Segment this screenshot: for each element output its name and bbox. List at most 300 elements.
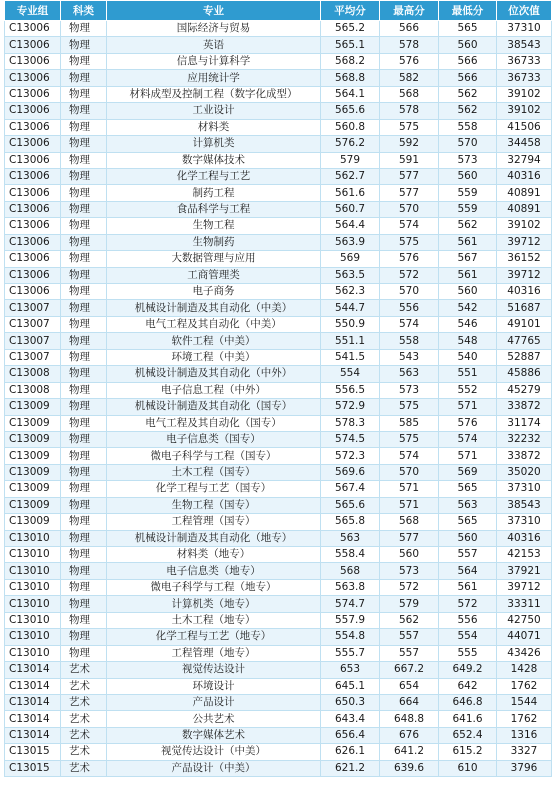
major-cell: 机械设计制造及其自动化（中外） xyxy=(107,366,321,382)
average-score-cell: 541.5 xyxy=(321,349,380,365)
max-score-cell: 676 xyxy=(380,727,439,743)
max-score-cell: 566 xyxy=(380,21,439,37)
rank-cell: 40891 xyxy=(497,185,552,201)
table-row xyxy=(5,53,552,69)
header-min-score: 最低分 xyxy=(439,1,497,21)
max-score-cell: 574 xyxy=(380,316,439,332)
min-score-cell: 574 xyxy=(439,431,497,447)
group-cell: C13009 xyxy=(5,415,61,431)
major-cell: 化学工程与工艺 xyxy=(107,168,321,184)
table-row xyxy=(5,448,552,464)
max-score-cell: 562 xyxy=(380,612,439,628)
group-cell: C13010 xyxy=(5,629,61,645)
subject-cell: 物理 xyxy=(61,300,107,316)
max-score-cell: 585 xyxy=(380,415,439,431)
rank-cell: 33872 xyxy=(497,399,552,415)
major-cell: 工程管理（国专） xyxy=(107,514,321,530)
average-score-cell: 557.9 xyxy=(321,612,380,628)
min-score-cell: 562 xyxy=(439,86,497,102)
subject-cell: 物理 xyxy=(61,415,107,431)
table-row xyxy=(5,152,552,168)
table-row xyxy=(5,284,552,300)
major-cell: 英语 xyxy=(107,37,321,53)
rank-cell: 47765 xyxy=(497,333,552,349)
average-score-cell: 563.9 xyxy=(321,234,380,250)
group-cell: C13007 xyxy=(5,316,61,332)
subject-cell: 物理 xyxy=(61,267,107,283)
rank-cell: 39712 xyxy=(497,267,552,283)
major-cell: 电子信息类（国专） xyxy=(107,431,321,447)
max-score-cell: 543 xyxy=(380,349,439,365)
average-score-cell: 574.7 xyxy=(321,596,380,612)
max-score-cell: 558 xyxy=(380,333,439,349)
average-score-cell: 565.8 xyxy=(321,514,380,530)
rank-cell: 40891 xyxy=(497,201,552,217)
average-score-cell: 561.6 xyxy=(321,185,380,201)
subject-cell: 物理 xyxy=(61,547,107,563)
rank-cell: 3796 xyxy=(497,760,552,776)
max-score-cell: 574 xyxy=(380,448,439,464)
max-score-cell: 568 xyxy=(380,86,439,102)
subject-cell: 物理 xyxy=(61,645,107,661)
average-score-cell: 563.5 xyxy=(321,267,380,283)
min-score-cell: 571 xyxy=(439,448,497,464)
major-cell: 材料成型及控制工程（数字化成型） xyxy=(107,86,321,102)
average-score-cell: 572.9 xyxy=(321,399,380,415)
table-row xyxy=(5,563,552,579)
subject-cell: 物理 xyxy=(61,382,107,398)
average-score-cell: 568.8 xyxy=(321,70,380,86)
group-cell: C13006 xyxy=(5,21,61,37)
min-score-cell: 561 xyxy=(439,267,497,283)
average-score-cell: 567.4 xyxy=(321,481,380,497)
max-score-cell: 575 xyxy=(380,399,439,415)
max-score-cell: 575 xyxy=(380,234,439,250)
rank-cell: 49101 xyxy=(497,316,552,332)
major-cell: 视觉传达设计（中美） xyxy=(107,744,321,760)
header-max-score: 最高分 xyxy=(380,1,439,21)
major-cell: 生物工程（国专） xyxy=(107,497,321,513)
major-cell: 机械设计制造及其自动化（中美） xyxy=(107,300,321,316)
rank-cell: 37921 xyxy=(497,563,552,579)
rank-cell: 45886 xyxy=(497,366,552,382)
max-score-cell: 578 xyxy=(380,103,439,119)
max-score-cell: 591 xyxy=(380,152,439,168)
rank-cell: 39102 xyxy=(497,218,552,234)
subject-cell: 物理 xyxy=(61,481,107,497)
rank-cell: 3327 xyxy=(497,744,552,760)
major-cell: 土木工程（国专） xyxy=(107,464,321,480)
major-cell: 制药工程 xyxy=(107,185,321,201)
rank-cell: 40316 xyxy=(497,284,552,300)
average-score-cell: 563 xyxy=(321,530,380,546)
max-score-cell: 572 xyxy=(380,267,439,283)
table-row xyxy=(5,744,552,760)
rank-cell: 1762 xyxy=(497,711,552,727)
group-cell: C13006 xyxy=(5,168,61,184)
group-cell: C13006 xyxy=(5,70,61,86)
group-cell: C13009 xyxy=(5,448,61,464)
min-score-cell: 561 xyxy=(439,579,497,595)
min-score-cell: 610 xyxy=(439,760,497,776)
average-score-cell: 572.3 xyxy=(321,448,380,464)
table-row xyxy=(5,530,552,546)
subject-cell: 艺术 xyxy=(61,760,107,776)
subject-cell: 物理 xyxy=(61,185,107,201)
major-cell: 电气工程及其自动化（中美） xyxy=(107,316,321,332)
average-score-cell: 556.5 xyxy=(321,382,380,398)
subject-cell: 物理 xyxy=(61,399,107,415)
min-score-cell: 569 xyxy=(439,464,497,480)
rank-cell: 37310 xyxy=(497,481,552,497)
min-score-cell: 560 xyxy=(439,168,497,184)
group-cell: C13006 xyxy=(5,152,61,168)
min-score-cell: 554 xyxy=(439,629,497,645)
major-cell: 环境工程（中美） xyxy=(107,349,321,365)
group-cell: C13006 xyxy=(5,251,61,267)
min-score-cell: 566 xyxy=(439,70,497,86)
major-cell: 视觉传达设计 xyxy=(107,662,321,678)
average-score-cell: 653 xyxy=(321,662,380,678)
min-score-cell: 567 xyxy=(439,251,497,267)
rank-cell: 1316 xyxy=(497,727,552,743)
table-row xyxy=(5,596,552,612)
table-row xyxy=(5,760,552,776)
major-cell: 计算机类（地专） xyxy=(107,596,321,612)
average-score-cell: 564.1 xyxy=(321,86,380,102)
rank-cell: 36733 xyxy=(497,70,552,86)
major-cell: 国际经济与贸易 xyxy=(107,21,321,37)
rank-cell: 39712 xyxy=(497,234,552,250)
table-row xyxy=(5,70,552,86)
group-cell: C13006 xyxy=(5,37,61,53)
major-cell: 工业设计 xyxy=(107,103,321,119)
major-cell: 大数据管理与应用 xyxy=(107,251,321,267)
table-row xyxy=(5,333,552,349)
group-cell: C13007 xyxy=(5,300,61,316)
min-score-cell: 565 xyxy=(439,514,497,530)
subject-cell: 物理 xyxy=(61,136,107,152)
max-score-cell: 570 xyxy=(380,464,439,480)
subject-cell: 物理 xyxy=(61,152,107,168)
table-row xyxy=(5,579,552,595)
table-row xyxy=(5,514,552,530)
subject-cell: 物理 xyxy=(61,629,107,645)
min-score-cell: 571 xyxy=(439,399,497,415)
min-score-cell: 646.8 xyxy=(439,694,497,710)
group-cell: C13014 xyxy=(5,678,61,694)
average-score-cell: 554.8 xyxy=(321,629,380,645)
subject-cell: 物理 xyxy=(61,514,107,530)
min-score-cell: 556 xyxy=(439,612,497,628)
min-score-cell: 615.2 xyxy=(439,744,497,760)
group-cell: C13015 xyxy=(5,744,61,760)
major-cell: 食品科学与工程 xyxy=(107,201,321,217)
max-score-cell: 556 xyxy=(380,300,439,316)
table-row xyxy=(5,103,552,119)
average-score-cell: 650.3 xyxy=(321,694,380,710)
table-row xyxy=(5,645,552,661)
max-score-cell: 557 xyxy=(380,645,439,661)
rank-cell: 41506 xyxy=(497,119,552,135)
group-cell: C13006 xyxy=(5,201,61,217)
rank-cell: 39102 xyxy=(497,103,552,119)
major-cell: 电子信息工程（中外） xyxy=(107,382,321,398)
major-cell: 机械设计制造及其自动化（国专） xyxy=(107,399,321,415)
average-score-cell: 568.2 xyxy=(321,53,380,69)
subject-cell: 物理 xyxy=(61,218,107,234)
subject-cell: 物理 xyxy=(61,168,107,184)
average-score-cell: 564.4 xyxy=(321,218,380,234)
table-row xyxy=(5,612,552,628)
average-score-cell: 569 xyxy=(321,251,380,267)
rank-cell: 1544 xyxy=(497,694,552,710)
table-row xyxy=(5,711,552,727)
header-rank: 位次值 xyxy=(497,1,552,21)
table-row xyxy=(5,497,552,513)
min-score-cell: 555 xyxy=(439,645,497,661)
min-score-cell: 540 xyxy=(439,349,497,365)
subject-cell: 艺术 xyxy=(61,678,107,694)
table-row xyxy=(5,547,552,563)
major-cell: 软件工程（中美） xyxy=(107,333,321,349)
max-score-cell: 560 xyxy=(380,547,439,563)
group-cell: C13014 xyxy=(5,662,61,678)
table-row xyxy=(5,136,552,152)
major-cell: 生物工程 xyxy=(107,218,321,234)
major-cell: 微电子科学与工程（地专） xyxy=(107,579,321,595)
average-score-cell: 656.4 xyxy=(321,727,380,743)
rank-cell: 51687 xyxy=(497,300,552,316)
subject-cell: 物理 xyxy=(61,333,107,349)
average-score-cell: 555.7 xyxy=(321,645,380,661)
major-cell: 化学工程与工艺（地专） xyxy=(107,629,321,645)
min-score-cell: 560 xyxy=(439,37,497,53)
max-score-cell: 582 xyxy=(380,70,439,86)
header-row xyxy=(5,1,552,21)
min-score-cell: 642 xyxy=(439,678,497,694)
rank-cell: 42153 xyxy=(497,547,552,563)
rank-cell: 32794 xyxy=(497,152,552,168)
group-cell: C13010 xyxy=(5,547,61,563)
rank-cell: 1762 xyxy=(497,678,552,694)
subject-cell: 物理 xyxy=(61,251,107,267)
group-cell: C13010 xyxy=(5,612,61,628)
max-score-cell: 577 xyxy=(380,185,439,201)
table-row xyxy=(5,316,552,332)
group-cell: C13010 xyxy=(5,645,61,661)
max-score-cell: 578 xyxy=(380,37,439,53)
min-score-cell: 563 xyxy=(439,497,497,513)
max-score-cell: 654 xyxy=(380,678,439,694)
min-score-cell: 572 xyxy=(439,596,497,612)
admission-scores-table-container xyxy=(4,0,551,777)
max-score-cell: 576 xyxy=(380,53,439,69)
max-score-cell: 571 xyxy=(380,497,439,513)
table-row xyxy=(5,481,552,497)
average-score-cell: 563.8 xyxy=(321,579,380,595)
table-row xyxy=(5,37,552,53)
table-row xyxy=(5,300,552,316)
group-cell: C13007 xyxy=(5,349,61,365)
subject-cell: 物理 xyxy=(61,201,107,217)
max-score-cell: 575 xyxy=(380,431,439,447)
subject-cell: 物理 xyxy=(61,119,107,135)
group-cell: C13006 xyxy=(5,267,61,283)
subject-cell: 物理 xyxy=(61,448,107,464)
rank-cell: 43426 xyxy=(497,645,552,661)
average-score-cell: 565.6 xyxy=(321,103,380,119)
average-score-cell: 554 xyxy=(321,366,380,382)
major-cell: 机械设计制造及其自动化（地专） xyxy=(107,530,321,546)
major-cell: 应用统计学 xyxy=(107,70,321,86)
subject-cell: 物理 xyxy=(61,366,107,382)
min-score-cell: 565 xyxy=(439,21,497,37)
table-row xyxy=(5,218,552,234)
group-cell: C13014 xyxy=(5,694,61,710)
major-cell: 信息与计算科学 xyxy=(107,53,321,69)
major-cell: 数字媒体技术 xyxy=(107,152,321,168)
table-row xyxy=(5,629,552,645)
max-score-cell: 570 xyxy=(380,284,439,300)
rank-cell: 42750 xyxy=(497,612,552,628)
group-cell: C13015 xyxy=(5,760,61,776)
max-score-cell: 648.8 xyxy=(380,711,439,727)
table-row xyxy=(5,382,552,398)
subject-cell: 艺术 xyxy=(61,662,107,678)
group-cell: C13014 xyxy=(5,711,61,727)
min-score-cell: 649.2 xyxy=(439,662,497,678)
average-score-cell: 565.6 xyxy=(321,497,380,513)
average-score-cell: 544.7 xyxy=(321,300,380,316)
min-score-cell: 557 xyxy=(439,547,497,563)
group-cell: C13006 xyxy=(5,234,61,250)
min-score-cell: 551 xyxy=(439,366,497,382)
major-cell: 产品设计 xyxy=(107,694,321,710)
rank-cell: 36152 xyxy=(497,251,552,267)
major-cell: 电子信息类（地专） xyxy=(107,563,321,579)
group-cell: C13009 xyxy=(5,399,61,415)
subject-cell: 物理 xyxy=(61,464,107,480)
min-score-cell: 552 xyxy=(439,382,497,398)
major-cell: 环境设计 xyxy=(107,678,321,694)
subject-cell: 物理 xyxy=(61,234,107,250)
min-score-cell: 564 xyxy=(439,563,497,579)
subject-cell: 物理 xyxy=(61,70,107,86)
rank-cell: 33872 xyxy=(497,448,552,464)
group-cell: C13006 xyxy=(5,103,61,119)
group-cell: C13007 xyxy=(5,333,61,349)
table-row xyxy=(5,168,552,184)
rank-cell: 38543 xyxy=(497,497,552,513)
rank-cell: 44071 xyxy=(497,629,552,645)
rank-cell: 40316 xyxy=(497,168,552,184)
max-score-cell: 639.6 xyxy=(380,760,439,776)
major-cell: 电子商务 xyxy=(107,284,321,300)
average-score-cell: 626.1 xyxy=(321,744,380,760)
rank-cell: 36733 xyxy=(497,53,552,69)
subject-cell: 物理 xyxy=(61,596,107,612)
major-cell: 工商管理类 xyxy=(107,267,321,283)
subject-cell: 物理 xyxy=(61,431,107,447)
table-row xyxy=(5,415,552,431)
group-cell: C13009 xyxy=(5,497,61,513)
rank-cell: 37310 xyxy=(497,21,552,37)
table-row xyxy=(5,21,552,37)
average-score-cell: 560.8 xyxy=(321,119,380,135)
max-score-cell: 574 xyxy=(380,218,439,234)
table-row xyxy=(5,678,552,694)
table-row xyxy=(5,662,552,678)
group-cell: C13009 xyxy=(5,514,61,530)
table-row xyxy=(5,349,552,365)
min-score-cell: 641.6 xyxy=(439,711,497,727)
average-score-cell: 621.2 xyxy=(321,760,380,776)
min-score-cell: 576 xyxy=(439,415,497,431)
subject-cell: 物理 xyxy=(61,284,107,300)
rank-cell: 39102 xyxy=(497,86,552,102)
max-score-cell: 576 xyxy=(380,251,439,267)
subject-cell: 物理 xyxy=(61,316,107,332)
subject-cell: 物理 xyxy=(61,349,107,365)
subject-cell: 物理 xyxy=(61,37,107,53)
table-row xyxy=(5,431,552,447)
max-score-cell: 563 xyxy=(380,366,439,382)
table-row xyxy=(5,119,552,135)
min-score-cell: 559 xyxy=(439,185,497,201)
group-cell: C13010 xyxy=(5,530,61,546)
average-score-cell: 562.3 xyxy=(321,284,380,300)
header-group: 专业组 xyxy=(5,1,61,21)
max-score-cell: 577 xyxy=(380,168,439,184)
table-row xyxy=(5,464,552,480)
min-score-cell: 559 xyxy=(439,201,497,217)
max-score-cell: 573 xyxy=(380,563,439,579)
table-row xyxy=(5,86,552,102)
average-score-cell: 569.6 xyxy=(321,464,380,480)
subject-cell: 物理 xyxy=(61,86,107,102)
min-score-cell: 565 xyxy=(439,481,497,497)
max-score-cell: 579 xyxy=(380,596,439,612)
table-row xyxy=(5,201,552,217)
group-cell: C13006 xyxy=(5,119,61,135)
min-score-cell: 548 xyxy=(439,333,497,349)
table-row xyxy=(5,251,552,267)
major-cell: 生物制药 xyxy=(107,234,321,250)
major-cell: 产品设计（中美） xyxy=(107,760,321,776)
min-score-cell: 566 xyxy=(439,53,497,69)
average-score-cell: 576.2 xyxy=(321,136,380,152)
subject-cell: 艺术 xyxy=(61,711,107,727)
group-cell: C13010 xyxy=(5,579,61,595)
subject-cell: 物理 xyxy=(61,612,107,628)
rank-cell: 1428 xyxy=(497,662,552,678)
group-cell: C13006 xyxy=(5,86,61,102)
major-cell: 化学工程与工艺（国专） xyxy=(107,481,321,497)
rank-cell: 31174 xyxy=(497,415,552,431)
table-row xyxy=(5,366,552,382)
min-score-cell: 561 xyxy=(439,234,497,250)
min-score-cell: 652.4 xyxy=(439,727,497,743)
rank-cell: 35020 xyxy=(497,464,552,480)
average-score-cell: 551.1 xyxy=(321,333,380,349)
max-score-cell: 571 xyxy=(380,481,439,497)
max-score-cell: 575 xyxy=(380,119,439,135)
average-score-cell: 565.1 xyxy=(321,37,380,53)
average-score-cell: 550.9 xyxy=(321,316,380,332)
major-cell: 微电子科学与工程（国专） xyxy=(107,448,321,464)
min-score-cell: 573 xyxy=(439,152,497,168)
